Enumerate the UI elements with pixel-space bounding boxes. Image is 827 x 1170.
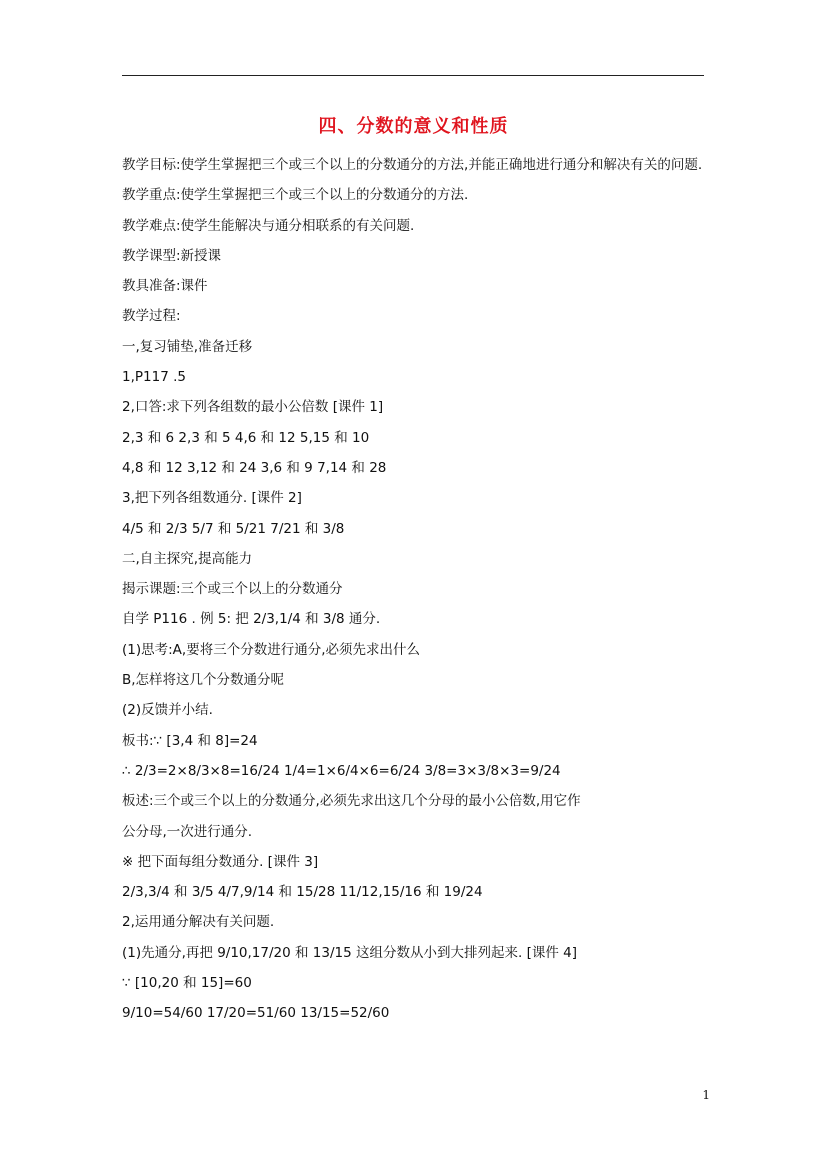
text-line: 2/3,3/4 和 3/5 4/7,9/14 和 15/28 11/12,15/16 和 19/24 <box>122 884 483 901</box>
text-line: 教学重点:使学生掌握把三个或三个以上的分数通分的方法. <box>122 187 469 204</box>
text-line: 9/10=54/60 17/20=51/60 13/15=52/60 <box>122 1005 390 1022</box>
text-line: 教具准备:课件 <box>122 278 208 295</box>
text-line: B,怎样将这几个分数通分呢 <box>122 672 285 689</box>
text-line: 2,口答:求下列各组数的最小公倍数 [课件 1] <box>122 399 384 416</box>
text-line: 1,P117 .5 <box>122 369 186 386</box>
text-line: 4/5 和 2/3 5/7 和 5/21 7/21 和 3/8 <box>122 520 345 537</box>
text-line: (2)反馈并小结. <box>122 702 213 719</box>
text-line: 揭示课题:三个或三个以上的分数通分 <box>122 581 343 598</box>
text-line: 自学 P116 . 例 5: 把 2/3,1/4 和 3/8 通分. <box>122 611 381 628</box>
text-line: 2,3 和 6 2,3 和 5 4,6 和 12 5,15 和 10 <box>122 429 370 446</box>
text-line: ∵ [10,20 和 15]=60 <box>122 975 252 992</box>
text-line: 一,复习铺垫,准备迁移 <box>122 338 253 355</box>
document-body <box>122 150 707 1029</box>
page-number: 1 <box>702 1088 710 1102</box>
text-line: 教学过程: <box>122 308 181 325</box>
text-line: 二,自主探究,提高能力 <box>122 550 253 567</box>
header-rule <box>122 75 704 76</box>
text-line: ∴ 2/3=2×8/3×8=16/24 1/4=1×6/4×6=6/24 3/8=3×3/8×3=9/24 <box>122 762 561 779</box>
text-line: 公分母,一次进行通分. <box>122 823 253 840</box>
text-line: 3,把下列各组数通分. [课件 2] <box>122 490 302 507</box>
text-line: 板书:∵ [3,4 和 8]=24 <box>122 732 258 749</box>
text-line: ※ 把下面每组分数通分. [课件 3] <box>122 853 319 870</box>
text-line: 教学目标:使学生掌握把三个或三个以上的分数通分的方法,并能正确地进行通分和解决有关的问题. <box>122 157 703 173</box>
text-line: 教学难点:使学生能解决与通分相联系的有关问题. <box>122 217 415 234</box>
text-line: 2,运用通分解决有关问题. <box>122 914 275 931</box>
text-line: 4,8 和 12 3,12 和 24 3,6 和 9 7,14 和 28 <box>122 459 387 476</box>
text-line: (1)思考:A,要将三个分数进行通分,必须先求出什么 <box>122 641 420 658</box>
text-line: (1)先通分,再把 9/10,17/20 和 13/15 这组分数从小到大排列起来. [课件 4] <box>122 944 577 961</box>
document-title: 四、分数的意义和性质 <box>318 116 509 137</box>
text-line: 板述:三个或三个以上的分数通分,必须先求出这几个分母的最小公倍数,用它作 <box>122 793 581 810</box>
text-line: 教学课型:新授课 <box>122 247 222 264</box>
